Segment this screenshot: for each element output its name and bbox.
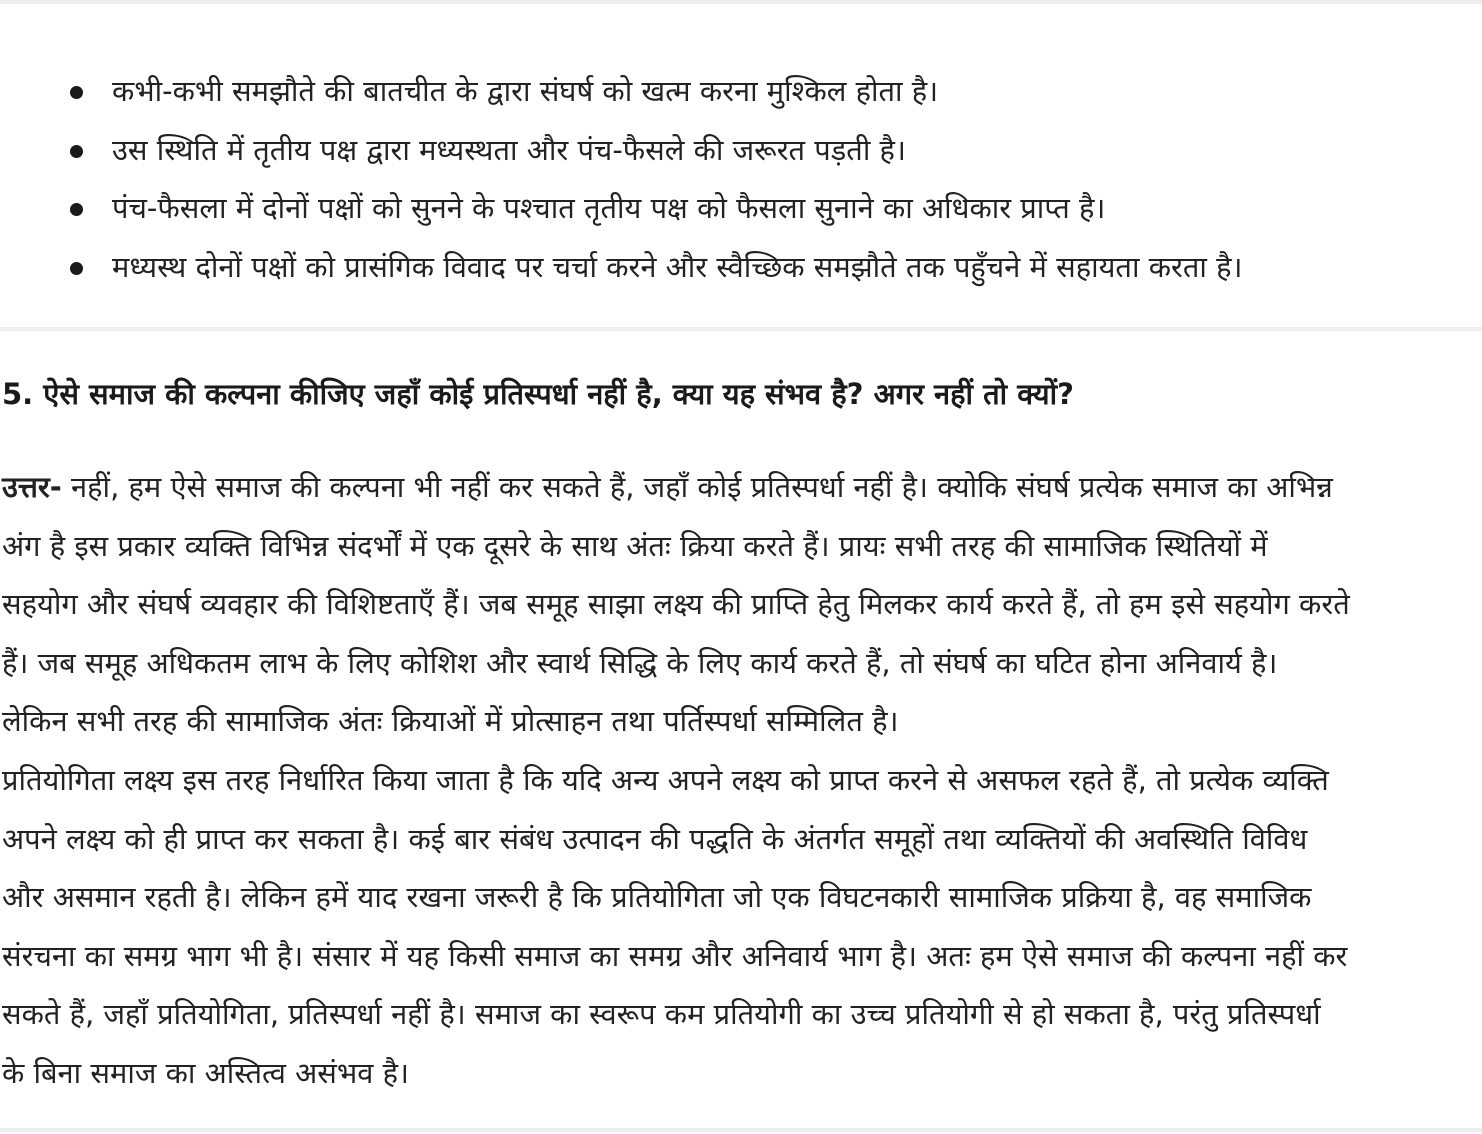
list-item — [66, 238, 1466, 297]
list-item — [66, 62, 1466, 121]
answer-line: हैं। जब समूह अधिकतम लाभ के लिए कोशिश और स्वार्थ सिद्धि के लिए कार्य करते हैं, तो संघर्ष का घटित होना अनिवार्य है। — [2, 645, 1278, 680]
bullet-list — [66, 62, 1466, 296]
answer-line: के बिना समाज का अस्तित्व असंभव है। — [2, 1055, 409, 1090]
bullet-text: कभी-कभी समझौते की बातचीत के द्वारा संघर्ष को खत्म करना मुश्किल होता है। — [112, 74, 939, 108]
list-item — [66, 121, 1466, 180]
question-heading: 5. ऐसे समाज की कल्पना कीजिए जहाँ कोई प्रतिस्पर्धा नहीं है, क्या यह संभव है? अगर नहीं तो क्यों? — [2, 377, 1074, 411]
answer-line — [2, 458, 1478, 517]
bullet-dot-icon — [70, 145, 83, 158]
section-divider — [0, 327, 1482, 331]
answer-line: लेकिन सभी तरह की सामाजिक अंतः क्रियाओं में प्रोत्साहन तथा पर्तिस्पर्धा सम्मिलित है। — [2, 704, 899, 739]
answer-line: संरचना का समग्र भाग भी है। संसार में यह किसी समाज का समग्र और अनिवार्य भाग है। अतः हम ऐसे समाज की कल्पना नहीं कर — [2, 938, 1348, 973]
list-item — [66, 179, 1466, 238]
top-divider — [0, 0, 1482, 4]
answer-line: सकते हैं, जहाँ प्रतियोगिता, प्रतिस्पर्धा नहीं है। समाज का स्वरूप कम प्रतियोगी का उच्च प्रतियोगी से हो सकता है, परंतु प्रतिस्पर्धा — [2, 997, 1321, 1032]
bullet-dot-icon — [70, 262, 83, 275]
bullet-dot-icon — [70, 86, 83, 99]
answer-line: और असमान रहती है। लेकिन हमें याद रखना जरूरी है कि प्रतियोगिता जो एक विघटनकारी सामाजिक प्रक्रिया है, वह समाजिक — [2, 880, 1312, 915]
answer-line: प्रतियोगिता लक्ष्य इस तरह निर्धारित किया जाता है कि यदि अन्य अपने लक्ष्य को प्राप्त करने से असफल रहते हैं, तो प्रत्येक व्यक्ति — [2, 762, 1329, 797]
answer-paragraph — [2, 458, 1478, 1103]
bullet-text: मध्यस्थ दोनों पक्षों को प्रासंगिक विवाद पर चर्चा करने और स्वैच्छिक समझौते तक पहुँचने में सहायता करता है। — [112, 249, 1243, 284]
answer-line: सहयोग और संघर्ष व्यवहार की विशिष्टताएँ हैं। जब समूह साझा लक्ष्य की प्राप्ति हेतु मिलकर कार्य करते हैं, तो हम इसे सहयोग करते — [2, 587, 1350, 622]
bullet-text: पंच-फैसला में दोनों पक्षों को सुनने के पश्चात तृतीय पक्ष को फैसला सुनाने का अधिकार प्राप्त है। — [112, 191, 1106, 225]
answer-label: उत्तर- — [2, 470, 62, 504]
answer-text: नहीं, हम ऐसे समाज की कल्पना भी नहीं कर सकते हैं, जहाँ कोई प्रतिस्पर्धा नहीं है। क्योकि संघर्ष प्रत्येक समाज का अभिन्न — [61, 470, 1333, 504]
bottom-divider — [0, 1128, 1482, 1132]
bullet-dot-icon — [70, 203, 83, 216]
answer-line: अंग है इस प्रकार व्यक्ति विभिन्न संदर्भों में एक दूसरे के साथ अंतः क्रिया करते हैं। प्रायः सभी तरह की सामाजिक स्थितियों में — [2, 528, 1268, 563]
bullet-text: उस स्थिति में तृतीय पक्ष द्वारा मध्यस्थता और पंच-फैसले की जरूरत पड़ती है। — [112, 132, 906, 167]
answer-line: अपने लक्ष्य को ही प्राप्त कर सकता है। कई बार संबंध उत्पादन की पद्धति के अंतर्गत समूहों तथा व्यक्तियों की अवस्थिति विविध — [2, 821, 1308, 856]
